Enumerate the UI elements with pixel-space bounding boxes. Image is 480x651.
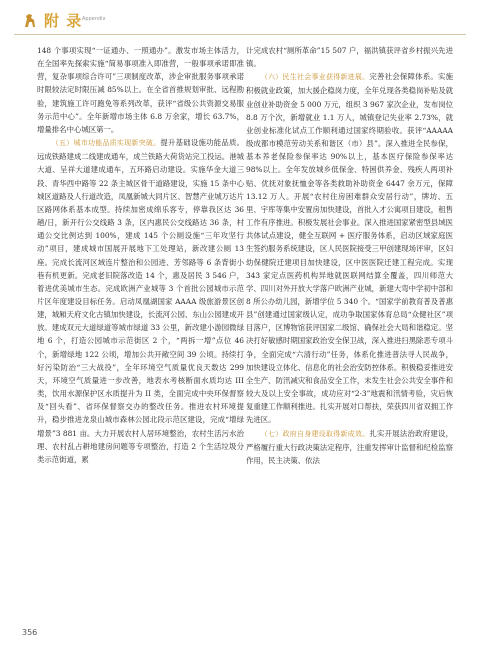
header-divider [14, 34, 466, 35]
paragraph [37, 136, 244, 466]
section-heading: （七）政府自身建设取得新成效。 [260, 429, 370, 438]
horse-logo-icon [22, 12, 38, 28]
section-heading: （五）城市功能品质实现新突破。 [51, 139, 161, 148]
paragraph: 计完成农村“厕所革命”15 507 户，福洪镇获评省乡村振兴先进镇。 [246, 46, 453, 69]
page-number: 356 [22, 628, 38, 637]
section-heading: （六）民生社会事业获得新进展。 [260, 73, 370, 82]
paragraph [246, 427, 453, 467]
paragraph-body: 完善社会保障体系。实施积极就业政策，加大援企稳岗力度，全年兑现各类稳岗补贴及就业创业补助资金 5 000 万元，组织 3 967 家次企业，发布岗位 8.8 万个次，新增就业 1.1 万人，城镇登记失业率 2.73%，就业创业标准化试点工作顺利通过国家终期验收。获评“AAAAA 级成都市模范劳动关系和谐区（市）县”。深入推进全民参保，基本养老保险参保率达 90%以上，基本医疗保险参保率达 98%以上。全年发放城乡低保金、特困供养金、残疾人两项补贴、优抚对象抚恤金等各类救助补助资金 6447 余万元，保障 13.12 万人。开展“农村住房困难群众安居行动”，牌坊、五里、宇库等集中安置房加快建设，首批入才公寓项目建设，租售工作有序推进。积极发展社会事业。深入推进国家紧密型县域医共体试点建设，健全互联网 + 医疗服务体系，启动区域家庭医生签约服务系统建设，区人民医院接受三甲创建现场评审，区妇幼保健院迁建项目加快建设，区中医医院迁建工程完成。实现 343 家定点医药机构异地就医联网结算全覆盖，四川师范大学、四川对外开放大学落户欧洲产业城，新建大弯中学初中部和 8 所公办幼儿园，新增学位 5 340 个。“国家学前教育普及普惠县”创建通过国家级认定，成功争取国家体育总局“众健社区”项目落户，区博物馆获评国家二级馆、确保社会大局和谐稳定。坚决打好敏感时期国家政治安全保卫战，深入推进扫黑除恶专项斗争，全面完成“六清行动”任务，体系化推进普法寻人民战争，加快建设立体化、信息化的社会治安防控体系。积极稳妥推进安全生产、防汛减灾和食品安全工作，未发生社会公共安全事件和较大及以上安全事故，成功应对“2·3”地震和汛情考验，灾后恢复重建工作顺利推进。扎实开展对口帮扶，荣获四川省双拥工作先进区。 [246, 72, 453, 425]
paragraph-body: 提升基础设施功能品质。远成铁路建成二线建成通车，成兰铁路大荷货站完工投运。港城大道、呈祥大道建成通车，五环路启动建设。实施华金大道三段、青华西中路等 22 条主城区骨干道路建设，实施 15 条中心城区道路及人行道改造，凤凰新城大同片区、智慧产业城万达片区路网体系基本成型。持续加密成绵乐客专，停靠我区达 36 趟/日，新开行公交线路 3 条，区内惠民公交线路达 36 条，村通公交比例达到 100%，建成 145 个公厕设施“三年攻坚行动”项目，建成城市国展开展地下工处理站，新改建公厕 13 座。完成长流河区域连片整治和公园进、芳邻路等 6 条背街小巷有机更新。完成老旧院落改造 14 个，惠及居民 3 546 户，着进优美城市生态。完成欧洲产业城等 3 个首批公园城市示范片区年度建设目标任务。启动凤凰湖国家 AAAA 级旅游景区创建，城厢天府文化古镇加快建设，长流河公园、东山公园建成开放。建成双元大道绿道等城市绿道 33 公里，新改建小游园微绿地 6 个，打造公园城市示范街区 2 个，“两拆一增”点位 46 个，新增绿地 122 公顷，增加公共开敞空间 39 公顷。持续打好污染防治“三大战役”，全年环境空气质量优良天数达 299 天，环境空气质量进一步改善，地表水考核断面水质均达 III 类，饮用水源保护区水质提升为 II 类，全面完成中央环保督察及“回头看”、省环保督察交办的整改任务。推进农村环境提升，稳步推进龙泉山城市森林公园北段示范区建设，完成“增绿增景”3 881 亩。大力开展农村人居环境整治，农村生活污水治理、农村乱占耕地建房问题等专项整治，打造 2 个生活垃圾分类示范街道，累 [37, 138, 244, 464]
right-column [246, 44, 453, 467]
paragraph [246, 70, 453, 426]
left-column [37, 44, 244, 466]
paragraph-body: 扎实开展法治政府建设，严格履行重大行政决策法定程序，注重发挥审计监督和纪检监察作用，民主决策、依法 [246, 428, 453, 465]
paragraph: 148 个事项实现“一证通办、一照通办”。激发市场主体活力，在全国率先探索实施“简易事项准入即准营，一般事项承诺即准营，复杂事项综合许可”三项制度改革，涉企审批服务事项承诺时限较法定时限压减 85%以上。在全省首推规划审批、远程勘验，建筑施工许可跑免等系列改革，获评“省级公共资源交易服务示范中心”。全年新增市场主体 6.8 万余家，增长 63.7%，增量排名中心城区第一。 [37, 46, 244, 134]
page-header [14, 8, 466, 36]
section-title: 附 录 [44, 12, 83, 30]
section-subtitle: Appendix [82, 16, 106, 22]
